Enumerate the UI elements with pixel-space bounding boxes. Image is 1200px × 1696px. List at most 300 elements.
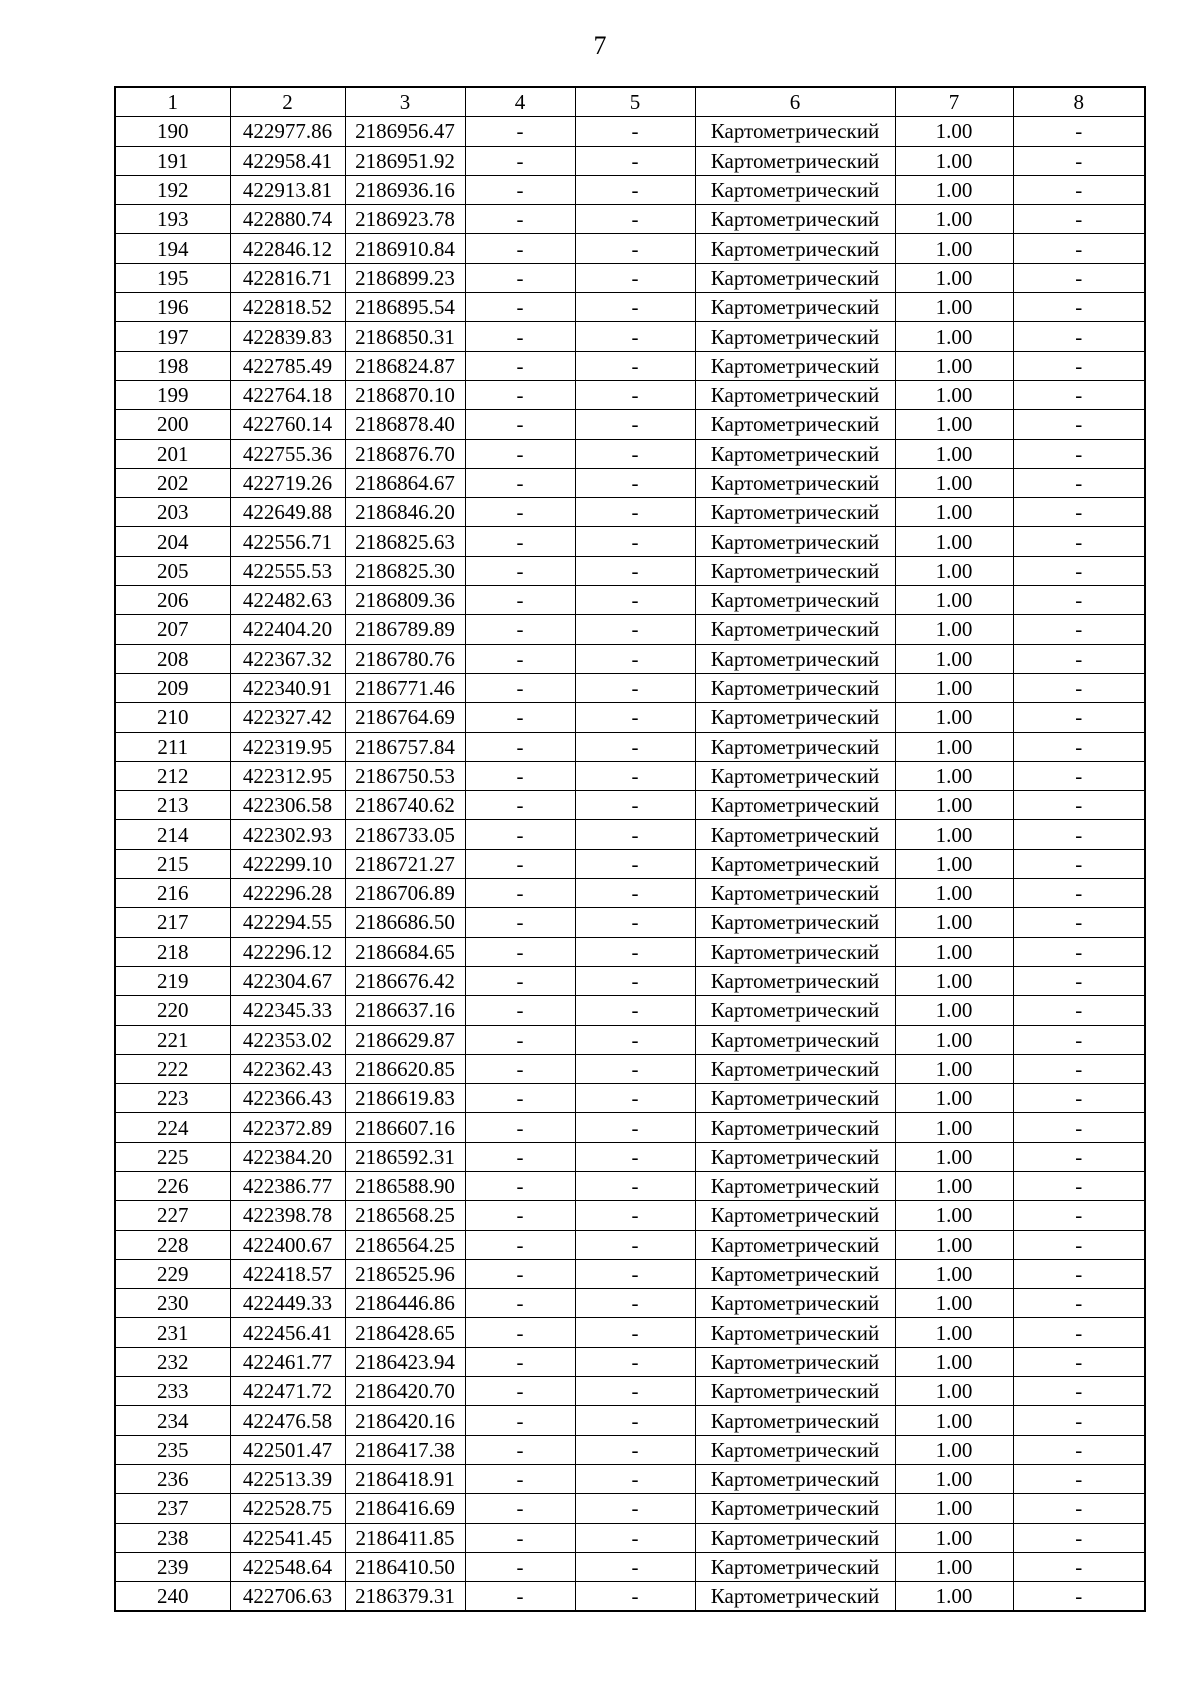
point-number-cell: 212 xyxy=(115,761,230,790)
accuracy-cell: 1.00 xyxy=(895,644,1013,673)
column-4-cell: - xyxy=(465,146,575,175)
column-8-cell: - xyxy=(1013,1552,1145,1581)
x-coordinate-cell: 422880.74 xyxy=(230,205,345,234)
y-coordinate-cell: 2186446.86 xyxy=(345,1289,465,1318)
column-8-cell: - xyxy=(1013,644,1145,673)
column-4-cell: - xyxy=(465,1377,575,1406)
point-number-cell: 218 xyxy=(115,937,230,966)
column-5-cell: - xyxy=(575,908,695,937)
table-row xyxy=(115,761,1145,790)
table-row xyxy=(115,644,1145,673)
x-coordinate-cell: 422340.91 xyxy=(230,673,345,702)
point-number-cell: 232 xyxy=(115,1347,230,1376)
point-number-cell: 203 xyxy=(115,498,230,527)
point-number-cell: 234 xyxy=(115,1406,230,1435)
accuracy-cell: 1.00 xyxy=(895,1347,1013,1376)
x-coordinate-cell: 422513.39 xyxy=(230,1464,345,1493)
column-4-cell: - xyxy=(465,908,575,937)
accuracy-cell: 1.00 xyxy=(895,1084,1013,1113)
table-row xyxy=(115,293,1145,322)
column-4-cell: - xyxy=(465,1318,575,1347)
y-coordinate-cell: 2186620.85 xyxy=(345,1054,465,1083)
page-number: 7 xyxy=(593,31,607,60)
column-4-cell: - xyxy=(465,439,575,468)
point-number-cell: 211 xyxy=(115,732,230,761)
accuracy-cell: 1.00 xyxy=(895,966,1013,995)
x-coordinate-cell: 422476.58 xyxy=(230,1406,345,1435)
y-coordinate-cell: 2186619.83 xyxy=(345,1084,465,1113)
column-header: 7 xyxy=(895,87,1013,117)
x-coordinate-cell: 422471.72 xyxy=(230,1377,345,1406)
column-4-cell: - xyxy=(465,556,575,585)
column-8-cell: - xyxy=(1013,996,1145,1025)
method-cell: Картометрический xyxy=(695,615,895,644)
column-4-cell: - xyxy=(465,380,575,409)
y-coordinate-cell: 2186410.50 xyxy=(345,1552,465,1581)
column-5-cell: - xyxy=(575,615,695,644)
column-5-cell: - xyxy=(575,468,695,497)
method-cell: Картометрический xyxy=(695,1289,895,1318)
point-number-cell: 193 xyxy=(115,205,230,234)
method-cell: Картометрический xyxy=(695,586,895,615)
x-coordinate-cell: 422760.14 xyxy=(230,410,345,439)
x-coordinate-cell: 422398.78 xyxy=(230,1201,345,1230)
point-number-cell: 226 xyxy=(115,1171,230,1200)
column-5-cell: - xyxy=(575,1464,695,1493)
x-coordinate-cell: 422312.95 xyxy=(230,761,345,790)
accuracy-cell: 1.00 xyxy=(895,263,1013,292)
accuracy-cell: 1.00 xyxy=(895,322,1013,351)
point-number-cell: 222 xyxy=(115,1054,230,1083)
table-row xyxy=(115,732,1145,761)
column-8-cell: - xyxy=(1013,1171,1145,1200)
column-4-cell: - xyxy=(465,410,575,439)
table-row xyxy=(115,1318,1145,1347)
y-coordinate-cell: 2186418.91 xyxy=(345,1464,465,1493)
column-8-cell: - xyxy=(1013,380,1145,409)
x-coordinate-cell: 422556.71 xyxy=(230,527,345,556)
point-number-cell: 210 xyxy=(115,703,230,732)
column-5-cell: - xyxy=(575,879,695,908)
point-number-cell: 233 xyxy=(115,1377,230,1406)
method-cell: Картометрический xyxy=(695,791,895,820)
accuracy-cell: 1.00 xyxy=(895,556,1013,585)
x-coordinate-cell: 422304.67 xyxy=(230,966,345,995)
table-row xyxy=(115,703,1145,732)
accuracy-cell: 1.00 xyxy=(895,234,1013,263)
point-number-cell: 206 xyxy=(115,586,230,615)
table-row xyxy=(115,1289,1145,1318)
table-row xyxy=(115,322,1145,351)
column-4-cell: - xyxy=(465,937,575,966)
x-coordinate-cell: 422649.88 xyxy=(230,498,345,527)
column-5-cell: - xyxy=(575,263,695,292)
x-coordinate-cell: 422302.93 xyxy=(230,820,345,849)
column-8-cell: - xyxy=(1013,966,1145,995)
column-4-cell: - xyxy=(465,703,575,732)
column-4-cell: - xyxy=(465,644,575,673)
column-4-cell: - xyxy=(465,732,575,761)
column-4-cell: - xyxy=(465,1113,575,1142)
point-number-cell: 198 xyxy=(115,351,230,380)
x-coordinate-cell: 422482.63 xyxy=(230,586,345,615)
column-5-cell: - xyxy=(575,1084,695,1113)
y-coordinate-cell: 2186757.84 xyxy=(345,732,465,761)
y-coordinate-cell: 2186895.54 xyxy=(345,293,465,322)
accuracy-cell: 1.00 xyxy=(895,468,1013,497)
column-4-cell: - xyxy=(465,1494,575,1523)
column-4-cell: - xyxy=(465,351,575,380)
y-coordinate-cell: 2186417.38 xyxy=(345,1435,465,1464)
y-coordinate-cell: 2186423.94 xyxy=(345,1347,465,1376)
column-4-cell: - xyxy=(465,820,575,849)
x-coordinate-cell: 422418.57 xyxy=(230,1259,345,1288)
accuracy-cell: 1.00 xyxy=(895,1377,1013,1406)
table-row xyxy=(115,1142,1145,1171)
point-number-cell: 227 xyxy=(115,1201,230,1230)
column-5-cell: - xyxy=(575,1377,695,1406)
x-coordinate-cell: 422706.63 xyxy=(230,1582,345,1612)
column-5-cell: - xyxy=(575,849,695,878)
point-number-cell: 238 xyxy=(115,1523,230,1552)
accuracy-cell: 1.00 xyxy=(895,732,1013,761)
method-cell: Картометрический xyxy=(695,820,895,849)
accuracy-cell: 1.00 xyxy=(895,1464,1013,1493)
column-4-cell: - xyxy=(465,1289,575,1318)
point-number-cell: 221 xyxy=(115,1025,230,1054)
table-row xyxy=(115,586,1145,615)
method-cell: Картометрический xyxy=(695,468,895,497)
x-coordinate-cell: 422958.41 xyxy=(230,146,345,175)
x-coordinate-cell: 422719.26 xyxy=(230,468,345,497)
point-number-cell: 225 xyxy=(115,1142,230,1171)
column-5-cell: - xyxy=(575,1054,695,1083)
point-number-cell: 219 xyxy=(115,966,230,995)
point-number-cell: 215 xyxy=(115,849,230,878)
point-number-cell: 223 xyxy=(115,1084,230,1113)
point-number-cell: 220 xyxy=(115,996,230,1025)
column-5-cell: - xyxy=(575,556,695,585)
table-row xyxy=(115,1494,1145,1523)
accuracy-cell: 1.00 xyxy=(895,1054,1013,1083)
column-4-cell: - xyxy=(465,1054,575,1083)
accuracy-cell: 1.00 xyxy=(895,586,1013,615)
column-4-cell: - xyxy=(465,322,575,351)
method-cell: Картометрический xyxy=(695,1318,895,1347)
column-header: 3 xyxy=(345,87,465,117)
column-5-cell: - xyxy=(575,761,695,790)
column-8-cell: - xyxy=(1013,498,1145,527)
table-row xyxy=(115,1435,1145,1464)
column-5-cell: - xyxy=(575,1406,695,1435)
method-cell: Картометрический xyxy=(695,996,895,1025)
column-4-cell: - xyxy=(465,1582,575,1612)
column-8-cell: - xyxy=(1013,586,1145,615)
accuracy-cell: 1.00 xyxy=(895,527,1013,556)
table-row xyxy=(115,1523,1145,1552)
table-row xyxy=(115,205,1145,234)
point-number-cell: 230 xyxy=(115,1289,230,1318)
point-number-cell: 196 xyxy=(115,293,230,322)
point-number-cell: 240 xyxy=(115,1582,230,1612)
column-8-cell: - xyxy=(1013,937,1145,966)
accuracy-cell: 1.00 xyxy=(895,439,1013,468)
y-coordinate-cell: 2186637.16 xyxy=(345,996,465,1025)
accuracy-cell: 1.00 xyxy=(895,761,1013,790)
method-cell: Картометрический xyxy=(695,1377,895,1406)
point-number-cell: 237 xyxy=(115,1494,230,1523)
method-cell: Картометрический xyxy=(695,1552,895,1581)
accuracy-cell: 1.00 xyxy=(895,673,1013,702)
table-row xyxy=(115,1230,1145,1259)
accuracy-cell: 1.00 xyxy=(895,703,1013,732)
x-coordinate-cell: 422528.75 xyxy=(230,1494,345,1523)
x-coordinate-cell: 422404.20 xyxy=(230,615,345,644)
x-coordinate-cell: 422296.12 xyxy=(230,937,345,966)
column-4-cell: - xyxy=(465,849,575,878)
column-5-cell: - xyxy=(575,1171,695,1200)
column-8-cell: - xyxy=(1013,1464,1145,1493)
column-4-cell: - xyxy=(465,1523,575,1552)
point-number-cell: 239 xyxy=(115,1552,230,1581)
column-4-cell: - xyxy=(465,1406,575,1435)
column-5-cell: - xyxy=(575,175,695,204)
table-row xyxy=(115,351,1145,380)
x-coordinate-cell: 422846.12 xyxy=(230,234,345,263)
y-coordinate-cell: 2186764.69 xyxy=(345,703,465,732)
column-4-cell: - xyxy=(465,1552,575,1581)
column-5-cell: - xyxy=(575,498,695,527)
column-4-cell: - xyxy=(465,117,575,146)
method-cell: Картометрический xyxy=(695,1171,895,1200)
y-coordinate-cell: 2186676.42 xyxy=(345,966,465,995)
y-coordinate-cell: 2186923.78 xyxy=(345,205,465,234)
y-coordinate-cell: 2186721.27 xyxy=(345,849,465,878)
y-coordinate-cell: 2186789.89 xyxy=(345,615,465,644)
column-5-cell: - xyxy=(575,644,695,673)
point-number-cell: 228 xyxy=(115,1230,230,1259)
x-coordinate-cell: 422366.43 xyxy=(230,1084,345,1113)
table-row xyxy=(115,1377,1145,1406)
y-coordinate-cell: 2186629.87 xyxy=(345,1025,465,1054)
column-8-cell: - xyxy=(1013,175,1145,204)
method-cell: Картометрический xyxy=(695,1523,895,1552)
column-5-cell: - xyxy=(575,1259,695,1288)
method-cell: Картометрический xyxy=(695,1435,895,1464)
column-5-cell: - xyxy=(575,380,695,409)
accuracy-cell: 1.00 xyxy=(895,908,1013,937)
method-cell: Картометрический xyxy=(695,351,895,380)
method-cell: Картометрический xyxy=(695,556,895,585)
column-8-cell: - xyxy=(1013,849,1145,878)
column-4-cell: - xyxy=(465,527,575,556)
x-coordinate-cell: 422319.95 xyxy=(230,732,345,761)
column-4-cell: - xyxy=(465,234,575,263)
column-5-cell: - xyxy=(575,117,695,146)
point-number-cell: 195 xyxy=(115,263,230,292)
column-8-cell: - xyxy=(1013,1406,1145,1435)
column-8-cell: - xyxy=(1013,468,1145,497)
column-5-cell: - xyxy=(575,410,695,439)
column-8-cell: - xyxy=(1013,351,1145,380)
accuracy-cell: 1.00 xyxy=(895,996,1013,1025)
table-row xyxy=(115,673,1145,702)
column-5-cell: - xyxy=(575,966,695,995)
column-4-cell: - xyxy=(465,966,575,995)
column-4-cell: - xyxy=(465,761,575,790)
accuracy-cell: 1.00 xyxy=(895,1113,1013,1142)
accuracy-cell: 1.00 xyxy=(895,380,1013,409)
column-5-cell: - xyxy=(575,234,695,263)
column-8-cell: - xyxy=(1013,234,1145,263)
column-4-cell: - xyxy=(465,1464,575,1493)
x-coordinate-cell: 422913.81 xyxy=(230,175,345,204)
column-5-cell: - xyxy=(575,1318,695,1347)
y-coordinate-cell: 2186411.85 xyxy=(345,1523,465,1552)
y-coordinate-cell: 2186607.16 xyxy=(345,1113,465,1142)
column-4-cell: - xyxy=(465,1142,575,1171)
column-8-cell: - xyxy=(1013,1523,1145,1552)
table-row xyxy=(115,879,1145,908)
column-5-cell: - xyxy=(575,351,695,380)
column-8-cell: - xyxy=(1013,791,1145,820)
column-8-cell: - xyxy=(1013,703,1145,732)
method-cell: Картометрический xyxy=(695,146,895,175)
table-row xyxy=(115,263,1145,292)
x-coordinate-cell: 422327.42 xyxy=(230,703,345,732)
column-8-cell: - xyxy=(1013,1377,1145,1406)
table-row xyxy=(115,1113,1145,1142)
y-coordinate-cell: 2186878.40 xyxy=(345,410,465,439)
method-cell: Картометрический xyxy=(695,1025,895,1054)
method-cell: Картометрический xyxy=(695,732,895,761)
column-5-cell: - xyxy=(575,1201,695,1230)
table-row xyxy=(115,146,1145,175)
table-row xyxy=(115,380,1145,409)
method-cell: Картометрический xyxy=(695,380,895,409)
method-cell: Картометрический xyxy=(695,673,895,702)
column-8-cell: - xyxy=(1013,439,1145,468)
column-8-cell: - xyxy=(1013,1113,1145,1142)
column-5-cell: - xyxy=(575,996,695,1025)
accuracy-cell: 1.00 xyxy=(895,1552,1013,1581)
column-8-cell: - xyxy=(1013,1054,1145,1083)
column-4-cell: - xyxy=(465,1171,575,1200)
column-8-cell: - xyxy=(1013,1347,1145,1376)
point-number-cell: 202 xyxy=(115,468,230,497)
column-5-cell: - xyxy=(575,146,695,175)
column-5-cell: - xyxy=(575,293,695,322)
x-coordinate-cell: 422353.02 xyxy=(230,1025,345,1054)
x-coordinate-cell: 422501.47 xyxy=(230,1435,345,1464)
column-5-cell: - xyxy=(575,527,695,556)
column-4-cell: - xyxy=(465,1435,575,1464)
y-coordinate-cell: 2186379.31 xyxy=(345,1582,465,1612)
method-cell: Картометрический xyxy=(695,1142,895,1171)
table-row xyxy=(115,1201,1145,1230)
accuracy-cell: 1.00 xyxy=(895,820,1013,849)
x-coordinate-cell: 422449.33 xyxy=(230,1289,345,1318)
column-5-cell: - xyxy=(575,703,695,732)
x-coordinate-cell: 422785.49 xyxy=(230,351,345,380)
y-coordinate-cell: 2186740.62 xyxy=(345,791,465,820)
y-coordinate-cell: 2186588.90 xyxy=(345,1171,465,1200)
column-8-cell: - xyxy=(1013,1435,1145,1464)
column-5-cell: - xyxy=(575,1523,695,1552)
y-coordinate-cell: 2186568.25 xyxy=(345,1201,465,1230)
column-5-cell: - xyxy=(575,439,695,468)
y-coordinate-cell: 2186846.20 xyxy=(345,498,465,527)
accuracy-cell: 1.00 xyxy=(895,1406,1013,1435)
accuracy-cell: 1.00 xyxy=(895,205,1013,234)
method-cell: Картометрический xyxy=(695,1084,895,1113)
column-5-cell: - xyxy=(575,1289,695,1318)
column-header: 1 xyxy=(115,87,230,117)
column-8-cell: - xyxy=(1013,673,1145,702)
column-5-cell: - xyxy=(575,1582,695,1612)
method-cell: Картометрический xyxy=(695,322,895,351)
column-8-cell: - xyxy=(1013,820,1145,849)
x-coordinate-cell: 422456.41 xyxy=(230,1318,345,1347)
method-cell: Картометрический xyxy=(695,937,895,966)
point-number-cell: 194 xyxy=(115,234,230,263)
accuracy-cell: 1.00 xyxy=(895,879,1013,908)
column-8-cell: - xyxy=(1013,527,1145,556)
table-row xyxy=(115,1464,1145,1493)
point-number-cell: 190 xyxy=(115,117,230,146)
column-8-cell: - xyxy=(1013,556,1145,585)
method-cell: Картометрический xyxy=(695,117,895,146)
y-coordinate-cell: 2186420.16 xyxy=(345,1406,465,1435)
method-cell: Картометрический xyxy=(695,1582,895,1612)
column-8-cell: - xyxy=(1013,879,1145,908)
table-row xyxy=(115,615,1145,644)
table-row xyxy=(115,556,1145,585)
accuracy-cell: 1.00 xyxy=(895,410,1013,439)
x-coordinate-cell: 422296.28 xyxy=(230,879,345,908)
table-row xyxy=(115,439,1145,468)
column-5-cell: - xyxy=(575,205,695,234)
y-coordinate-cell: 2186899.23 xyxy=(345,263,465,292)
x-coordinate-cell: 422294.55 xyxy=(230,908,345,937)
column-5-cell: - xyxy=(575,1435,695,1464)
point-number-cell: 217 xyxy=(115,908,230,937)
accuracy-cell: 1.00 xyxy=(895,1201,1013,1230)
method-cell: Картометрический xyxy=(695,439,895,468)
column-8-cell: - xyxy=(1013,908,1145,937)
method-cell: Картометрический xyxy=(695,1201,895,1230)
table-row xyxy=(115,1347,1145,1376)
method-cell: Картометрический xyxy=(695,1406,895,1435)
table-row xyxy=(115,234,1145,263)
column-4-cell: - xyxy=(465,498,575,527)
x-coordinate-cell: 422384.20 xyxy=(230,1142,345,1171)
accuracy-cell: 1.00 xyxy=(895,615,1013,644)
column-4-cell: - xyxy=(465,263,575,292)
column-5-cell: - xyxy=(575,820,695,849)
column-8-cell: - xyxy=(1013,1142,1145,1171)
column-5-cell: - xyxy=(575,1113,695,1142)
method-cell: Картометрический xyxy=(695,1347,895,1376)
table-row xyxy=(115,410,1145,439)
point-number-cell: 205 xyxy=(115,556,230,585)
x-coordinate-cell: 422977.86 xyxy=(230,117,345,146)
accuracy-cell: 1.00 xyxy=(895,937,1013,966)
table-body xyxy=(115,117,1145,1612)
x-coordinate-cell: 422548.64 xyxy=(230,1552,345,1581)
point-number-cell: 229 xyxy=(115,1259,230,1288)
accuracy-cell: 1.00 xyxy=(895,498,1013,527)
